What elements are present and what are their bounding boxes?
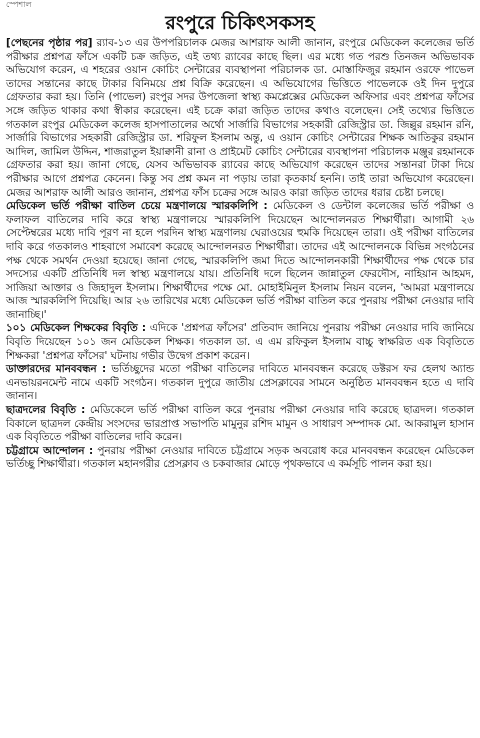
section-text: মেডিকেলে ভর্তি পরীক্ষা বাতিল করে পুনরায় পরীক্ষা নেওয়ার দাবি করেছে ছাত্রদল। গতকাল বিকালে ছাত্রদল কেন্দ্রীয় সংসদের ভারপ্রাপ্ত সভাপতি মামুনুর রশিদ মামুন ও সাধারণ সম্পাদক মো. আকরামুল হাসান এক বিবৃতিতে পরীক্ষা বাতিলের দাবি করেন। — [6, 404, 474, 444]
section-text: ভর্তিচ্ছুদের মতো পরীক্ষা বাতিলের দাবিতে মানববন্ধন করেছে ডক্টরস ফর হেলথ অ্যান্ড এনভায়রনমেন্ট নামে একটি সংগঠন। গতকাল দুপুরে জাতীয় প্রেসক্লাবের সামনে অনুষ্ঠিত মানববন্ধন হতে এ দাবি জানান। — [6, 363, 474, 403]
section-teachers-statement — [6, 322, 474, 363]
intro-paragraph — [6, 37, 474, 200]
section-lead: চট্টগ্রামে আন্দোলন : — [6, 444, 94, 457]
top-strip: স্পেশাল — [6, 0, 32, 9]
section-lead: ডাক্তারদের মানববন্ধন : — [6, 363, 107, 376]
section-text: মেডিকেল ও ডেন্টাল কলেজের ভর্তি পরীক্ষা ও ফলাফল বাতিলের দাবি করে স্বাস্থ্য মন্ত্রণালয়ে স্মারকলিপি দিয়েছেন আন্দোলনরত শিক্ষার্থীরা। আগামী ২৬ সেপ্টেম্বরের মধ্যে দাবি পূরণ না হলে পরদিন স্বাস্থ্য মন্ত্রণালয় ঘেরাওয়ের হুমকি দিয়েছেন তারা। ওই পরীক্ষা বাতিলের দাবি করে গতকালও শাহবাগে সমাবেশ করেছে আন্দোলনরত শিক্ষার্থীরা। তাদের এই আন্দোলনকে বিভিন্ন সংগঠনের পক্ষ থেকে সমর্থন দেওয়া হয়েছে। জানা গেছে, স্মারকলিপি জমা দিতে আন্দোলনকারী শিক্ষার্থীদের পক্ষ থেকে চার সদস্যের একটি প্রতিনিধি দল স্বাস্থ্য মন্ত্রণালয়ে যায়। প্রতিনিধি দলে ছিলেন জান্নাতুল ফেরদৌস, নাহিয়ান আহমদ, সাজিয়া আক্তার ও জিহাদুল ইসলাম। শিক্ষার্থীদের পক্ষে মো. মোহাইমিনুল ইসলাম নিয়ন বলেন, 'আমরা মন্ত্রণালয়ে আজ স্মারকলিপি দিয়েছি। আর ২৬ তারিখের মধ্যে মেডিকেল ভর্তি পরীক্ষা বাতিল করে পুনরায় পরীক্ষা নেওয়ার দাবি জানাচ্ছি।' — [6, 200, 474, 321]
section-text: এদিকে 'প্রশ্নপত্র ফাঁসের' প্রতিবাদ জানিয়ে পুনরায় পরীক্ষা নেওয়ার দাবি জানিয়ে বিবৃতি দিয়েছেন ১০১ জন মেডিকেল শিক্ষক। গতকাল ডা. এ এম রফিকুল ইসলাম বাচ্চু স্বাক্ষরিত এক বিবৃতিতে শিক্ষকরা 'প্রশ্নপত্র ফাঁসের' ঘটনায় গভীর উদ্বেগ প্রকাশ করেন। — [6, 322, 474, 362]
headline: রংপুরে চিকিৎসকসহ — [165, 12, 315, 34]
section-chattogram-movement — [6, 445, 474, 472]
section-memorandum — [6, 200, 474, 322]
section-lead: ছাত্রদলের বিবৃতি : — [6, 404, 86, 417]
section-lead: ১০১ মেডিকেল শিক্ষকের বিবৃতি : — [6, 322, 146, 335]
section-doctors-human-chain — [6, 363, 474, 404]
section-lead: মেডিকেল ভর্তি পরীক্ষা বাতিল চেয়ে মন্ত্রণালয়ে স্মারকলিপি : — [6, 200, 268, 213]
section-chhatra-dal-statement — [6, 404, 474, 445]
intro-text: র‍্যাব-১৩ এর উপপরিচালক মেজর আশরাফ আলী জানান, রংপুরে মেডিকেল কলেজের ভর্তি পরীক্ষার প্রশ্নপত্র ফাঁসে একটি চক্র জড়িত, এই তথ্য র‍্যাবের কাছে ছিল। এর মধ্যে গত পরশু তিনজন অভিভাবক অভিযোগ করেন, এ শহরের ওয়ান কোচিং সেন্টারের ব্যবস্থাপনা পরিচালক ডা. মোস্তাফিজুর রহমান ওরফে পাভেল তাদের সন্তানের কাছে টাকার বিনিময়ে প্রশ্ন বিক্রি করেছেন। এ অভিযোগের ভিত্তিতে পাভেলকে ওই দিন দুপুরে গ্রেফতার করা হয়। তিনি (পাভেল) রংপুর সদর উপজেলা স্বাস্থ্য কমপ্লেক্সের মেডিকেল অফিসার এবং প্রশ্নপত্র ফাঁসের সঙ্গে জড়িত থাকার কথা স্বীকার করেছেন। এই চক্রে কারা জড়িত তাদের কথাও বলেছেন। সেই তথ্যের ভিত্তিতে গতকাল রংপুর মেডিকেল কলেজ হাসপাতালের অর্থো সার্জারি বিভাগের সহকারী রেজিস্ট্রার ডা. জিল্লুর রহমান রনি, সার্জারি বিভাগের সহকারী রেজিস্ট্রার ডা. শরিফুল ইসলাম অন্তু, এ ওয়ান কোচিং সেন্টারের শিক্ষক আতিকুর রহমান আদিল, জামিল উদ্দিন, শাজরাতুল ইয়াক্বানী রানা ও প্রাইমেট কোচিং সেন্টারের ব্যবস্থাপনা পরিচালক মঞ্জুর রহমানকে গ্রেফতার করা হয়। জানা গেছে, যেসব অভিভাবক র‍্যাবের কাছে অভিযোগ করেছেন তাদের সন্তানরা টাকা দিয়ে পরীক্ষার আগে প্রশ্নপত্র কেনেন। কিন্তু সব প্রশ্ন কমন না পড়ায় তারা কৃতকার্য হননি। তাই তারা অভিযোগ করেছেন। মেজর আশরাফ আলী আরও জানান, প্রশ্নপত্র ফাঁস চক্রের সঙ্গে আরও কারা জড়িত তাদের ধরার চেষ্টা চলছে। — [6, 37, 474, 199]
article-body — [6, 37, 474, 472]
section-text: পুনরায় পরীক্ষা নেওয়ার দাবিতে চট্টগ্রামে সড়ক অবরোধ করে মানববন্ধন করেছেন মেডিকেল ভর্তিচ্ছু শিক্ষার্থীরা। গতকাল মহানগরীর প্রেসক্লাব ও চকবাজার মোড়ে পৃথকভাবে এ কর্মসূচি পালন করা হয়। — [6, 444, 474, 471]
intro-tag: [পেছনের পৃষ্ঠার পর] — [6, 37, 93, 49]
